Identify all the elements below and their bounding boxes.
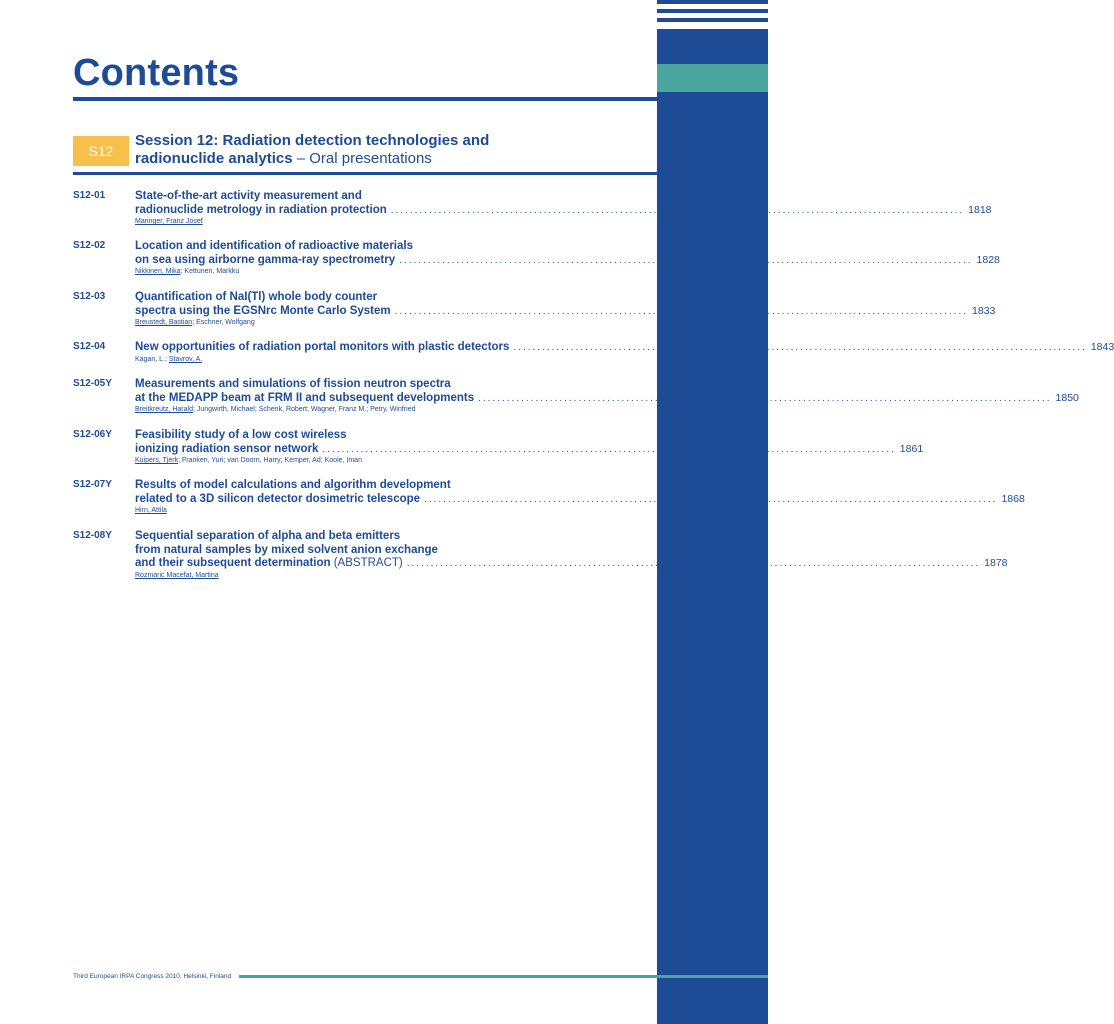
entry-authors — [135, 355, 581, 364]
leader-dots: ........................................................................................................................ — [399, 254, 973, 266]
entry-page-number[interactable]: 1818 — [968, 203, 992, 216]
footer-text: Third European IRPA Congress 2010, Helsinki, Finland — [73, 973, 232, 980]
co-authors: ; Franken, Yuri; van Doorn, Harry; Kemper, Ad; Koole, Iman — [178, 457, 362, 464]
title-rule — [73, 97, 657, 101]
entry-authors — [135, 405, 581, 414]
entry-body — [135, 479, 1025, 515]
entry-page-number[interactable]: 1868 — [1001, 492, 1025, 505]
presenting-author: Rozmaric Macefat, Martina — [135, 571, 219, 579]
entry-authors — [135, 267, 581, 276]
entry-authors — [135, 571, 581, 580]
leader-dots: ........................................................................................................................ — [394, 305, 969, 317]
entry-code: S12-05Y — [73, 378, 112, 389]
session-subtitle: – Oral presentations — [292, 150, 432, 167]
session-title — [135, 132, 605, 168]
entry-code: S12-08Y — [73, 530, 112, 541]
entry-code: S12-01 — [73, 190, 106, 201]
entry-page-number[interactable]: 1843 — [1090, 341, 1114, 353]
entry-code: S12-02 — [73, 240, 106, 251]
leader-dots: ........................................................................................................................ — [478, 392, 1052, 404]
leader-dots: ........................................................................................................................ — [322, 443, 896, 455]
entry-title-main: radionuclide metrology in radiation protection — [135, 203, 387, 216]
abstract-tag: (ABSTRACT) — [330, 557, 403, 569]
entry-title-main: and their subsequent determination — [135, 557, 331, 569]
entry-title-line: from natural samples by mixed solvent anion exchange — [135, 543, 438, 556]
entry-code: S12-07Y — [73, 479, 112, 490]
entry-code: S12-03 — [73, 291, 106, 302]
session-rule — [73, 172, 657, 175]
presenting-author: Breustedt, Bastian — [135, 319, 193, 326]
entry-body — [135, 530, 1008, 580]
entry-title-last-line — [135, 391, 1079, 406]
presenting-author: Breitkreutz, Harald — [135, 406, 193, 413]
presenting-author: Nikkinen, Mika — [135, 268, 181, 275]
entry-title-last-line — [135, 253, 1000, 268]
entry-title-line: Location and identification of radioactive materials — [135, 240, 413, 252]
entry-code: S12-06Y — [73, 429, 112, 440]
entry-page-number[interactable]: 1833 — [972, 304, 996, 317]
entry-title-line: Quantification of NaI(Tl) whole body counter — [135, 291, 378, 303]
entry-title-last-line — [135, 304, 996, 319]
entry-title-line: Results of model calculations and algorithm development — [135, 479, 451, 491]
entry-authors — [135, 506, 581, 515]
entry-authors — [135, 217, 581, 226]
entry-title-main: ionizing radiation sensor network — [135, 442, 319, 455]
entry-title-text — [135, 392, 474, 406]
entry-title-text — [135, 341, 509, 355]
footer-rule — [239, 975, 768, 978]
entry-body — [135, 190, 992, 226]
entry-title-line: State-of-the-art activity measurement and — [135, 190, 362, 202]
entry-title-main: at the MEDAPP beam at FRM II and subsequent developments — [135, 391, 475, 404]
co-authors: ; Kettunen, Markku — [180, 268, 240, 275]
entry-title-last-line — [135, 203, 992, 218]
entry-title-last-line — [135, 442, 924, 457]
entry-title-main: on sea using airborne gamma-ray spectrometry — [135, 253, 396, 266]
co-authors: ; Jungwirth, Michael; Schenk, Robert; Wagner, Franz M.; Petry, Winfried — [192, 406, 416, 413]
entry-title-text — [135, 557, 403, 571]
leader-dots: ........................................................................................................................ — [390, 204, 965, 216]
entry-title-main: New opportunities of radiation portal monitors with plastic detectors — [135, 341, 510, 353]
entry-title-last-line — [135, 557, 1008, 571]
entry-authors — [135, 456, 581, 465]
session-title-line-1: Session 12: Radiation detection technologies and — [135, 132, 490, 149]
side-stripes — [657, 0, 768, 57]
author-name: Kagan, L.; — [135, 355, 169, 363]
co-authors: ; Eschner, Wolfgang — [192, 319, 255, 326]
presenting-author: Kuipers, Tjerk — [135, 457, 179, 464]
entry-page-number[interactable]: 1850 — [1055, 391, 1079, 404]
entry-title-text — [135, 305, 391, 319]
entry-title-line: Sequential separation of alpha and beta emitters — [135, 530, 401, 542]
entry-title-line: Measurements and simulations of fission neutron spectra — [135, 378, 451, 390]
entry-page-number[interactable]: 1828 — [976, 253, 1000, 266]
entry-body — [135, 341, 1114, 364]
session-badge: S12 — [73, 136, 129, 166]
entry-title-line: Feasibility study of a low cost wireless — [135, 429, 347, 441]
presenting-author: Maringer, Franz Josef — [135, 218, 203, 225]
teal-block — [657, 64, 768, 92]
entry-title-text — [135, 204, 387, 218]
entry-body — [135, 378, 1079, 414]
entry-title-last-line — [135, 341, 1114, 355]
leader-dots: ........................................................................................................................ — [513, 342, 1087, 353]
entry-title-main: spectra using the EGSNrc Monte Carlo System — [135, 304, 391, 317]
leader-dots: ........................................................................................................................ — [424, 493, 998, 505]
entry-title-main: related to a 3D silicon detector dosimetric telescope — [135, 492, 421, 505]
presenting-author: Stavrov, A. — [168, 355, 203, 363]
entry-title-last-line — [135, 492, 1025, 507]
entry-body — [135, 291, 996, 327]
entry-body — [135, 240, 1000, 276]
entry-page-number[interactable]: 1861 — [899, 442, 924, 455]
entry-title-text — [135, 493, 420, 507]
entry-title-text — [135, 443, 318, 457]
presenting-author: Hirn, Attila — [135, 507, 167, 514]
page-title: Contents — [73, 52, 240, 94]
side-band — [657, 0, 768, 1024]
entry-body — [135, 429, 924, 465]
entry-code: S12-04 — [73, 341, 106, 352]
entry-title-text — [135, 254, 395, 268]
session-title-line-2: radionuclide analytics — [135, 150, 293, 167]
leader-dots: ........................................................................................................................ — [406, 558, 981, 569]
entry-page-number[interactable]: 1878 — [984, 557, 1008, 569]
entry-authors — [135, 318, 581, 327]
